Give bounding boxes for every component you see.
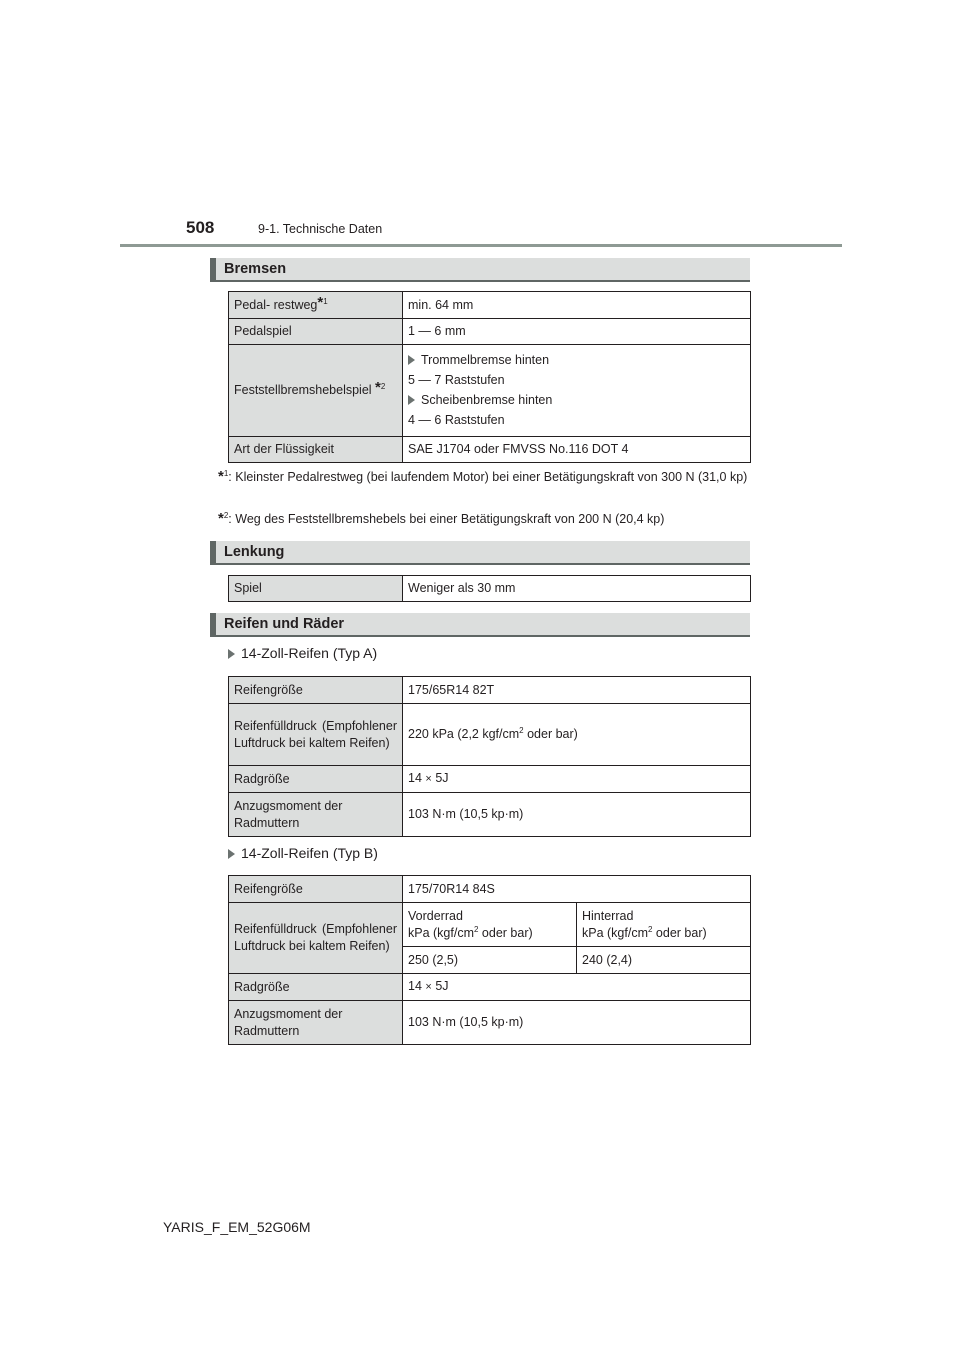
document-code: YARIS_F_EM_52G06M [163, 1219, 311, 1235]
table-row [229, 1001, 751, 1045]
pedal-play-label: Pedalspiel [229, 319, 403, 345]
tire-pressure-value: 220 kPa (2,2 kgf/$cm^2$ oder bar) [403, 704, 751, 766]
table-row [229, 345, 751, 437]
table-row [229, 793, 751, 837]
front-wheel-header: Vorderrad kPa ($kgf/cm^2$ oder bar) [403, 903, 577, 947]
brakes-table [228, 291, 751, 463]
footnote-1: *$^1$: Kleinster Pedalrestweg (bei laufendem Motor) bei einer Betätigungskraft von 300 N (31,0 kp) [218, 468, 748, 485]
footnote-ref: 1 [323, 296, 328, 306]
pedal-travel-label: Pedal- restweg*$^1$ [229, 292, 403, 319]
wheel-size-label: Radgröße [229, 974, 403, 1001]
tire-size-label: Reifengröße [229, 677, 403, 704]
tire-size-value: 175/65R14 82T [403, 677, 751, 704]
footnote-star: * [375, 379, 381, 396]
parking-brake-label: Feststellbremshebelspiel *$^2$ [229, 345, 403, 437]
page-number: 508 [186, 218, 215, 237]
fluid-value: SAE J1704 oder FMVSS No.116 DOT 4 [403, 437, 751, 463]
table-row [229, 576, 751, 602]
table-row [229, 704, 751, 766]
table-row [229, 319, 751, 345]
tires-heading: Reifen und Räder [210, 613, 750, 637]
tires-type-a-table [228, 676, 751, 837]
table-row [229, 292, 751, 319]
type-a-heading: 14-Zoll-Reifen (Typ A) [228, 645, 377, 661]
rear-pressure-value: 240 (2,4) [577, 947, 751, 974]
disc-brake-value: 4 — 6 Raststufen [408, 413, 505, 427]
footnote-star: * [317, 293, 324, 311]
table-row [229, 903, 751, 947]
steering-heading: Lenkung [210, 541, 750, 565]
steering-table [228, 575, 751, 602]
bullet-triangle-icon [228, 649, 235, 659]
wheel-size-value: 14 × 5J [403, 974, 751, 1001]
wheel-size-label: Radgröße [229, 766, 403, 793]
bullet-triangle-icon [408, 395, 415, 405]
front-pressure-value: 250 (2,5) [403, 947, 577, 974]
pedal-travel-value: min. 64 mm [403, 292, 751, 319]
torque-label: Anzugsmoment der Radmuttern [229, 1001, 403, 1045]
torque-value: 103 N·m (10,5 kp·m) [403, 793, 751, 837]
wheel-size-value: 14 × 5J [403, 766, 751, 793]
disc-brake-item: Scheibenbremse hinten [408, 392, 745, 409]
tire-size-label: Reifengröße [229, 876, 403, 903]
steering-play-label: Spiel [229, 576, 403, 602]
table-row [229, 437, 751, 463]
footnote-2: *$^2$: Weg des Feststellbremshebels bei einer Betätigungskraft von 200 N (20,4 kp) [218, 510, 665, 527]
bullet-triangle-icon [408, 355, 415, 365]
fluid-label: Art der Flüssigkeit [229, 437, 403, 463]
bullet-triangle-icon [228, 849, 235, 859]
rear-wheel-header: Hinterrad kPa ($kgf/cm^2$ oder bar) [577, 903, 751, 947]
table-row [229, 766, 751, 793]
footnote-ref: 2 [380, 381, 386, 391]
brakes-heading: Bremsen [210, 258, 750, 282]
torque-label: Anzugsmoment der Radmuttern [229, 793, 403, 837]
table-row [229, 974, 751, 1001]
pedal-play-value: 1 — 6 mm [403, 319, 751, 345]
parking-brake-values [403, 345, 751, 437]
section-title: 9-1. Technische Daten [258, 222, 383, 236]
type-b-heading: 14-Zoll-Reifen (Typ B) [228, 845, 378, 861]
tire-pressure-label: Reifenfülldruck (Empfohlener Luftdruck bei kaltem Reifen) [229, 704, 403, 766]
drum-brake-item: Trommelbremse hinten [408, 352, 745, 369]
table-row [229, 677, 751, 704]
torque-value: 103 N·m (10,5 kp·m) [403, 1001, 751, 1045]
drum-brake-value: 5 — 7 Raststufen [408, 373, 505, 387]
table-row [229, 876, 751, 903]
steering-play-value: Weniger als 30 mm [403, 576, 751, 602]
tire-pressure-label: Reifenfülldruck (Empfohlener Luftdruck bei kaltem Reifen) [229, 903, 403, 974]
header-rule [120, 244, 842, 247]
tires-type-b-table [228, 875, 751, 1045]
tire-size-value: 175/70R14 84S [403, 876, 751, 903]
